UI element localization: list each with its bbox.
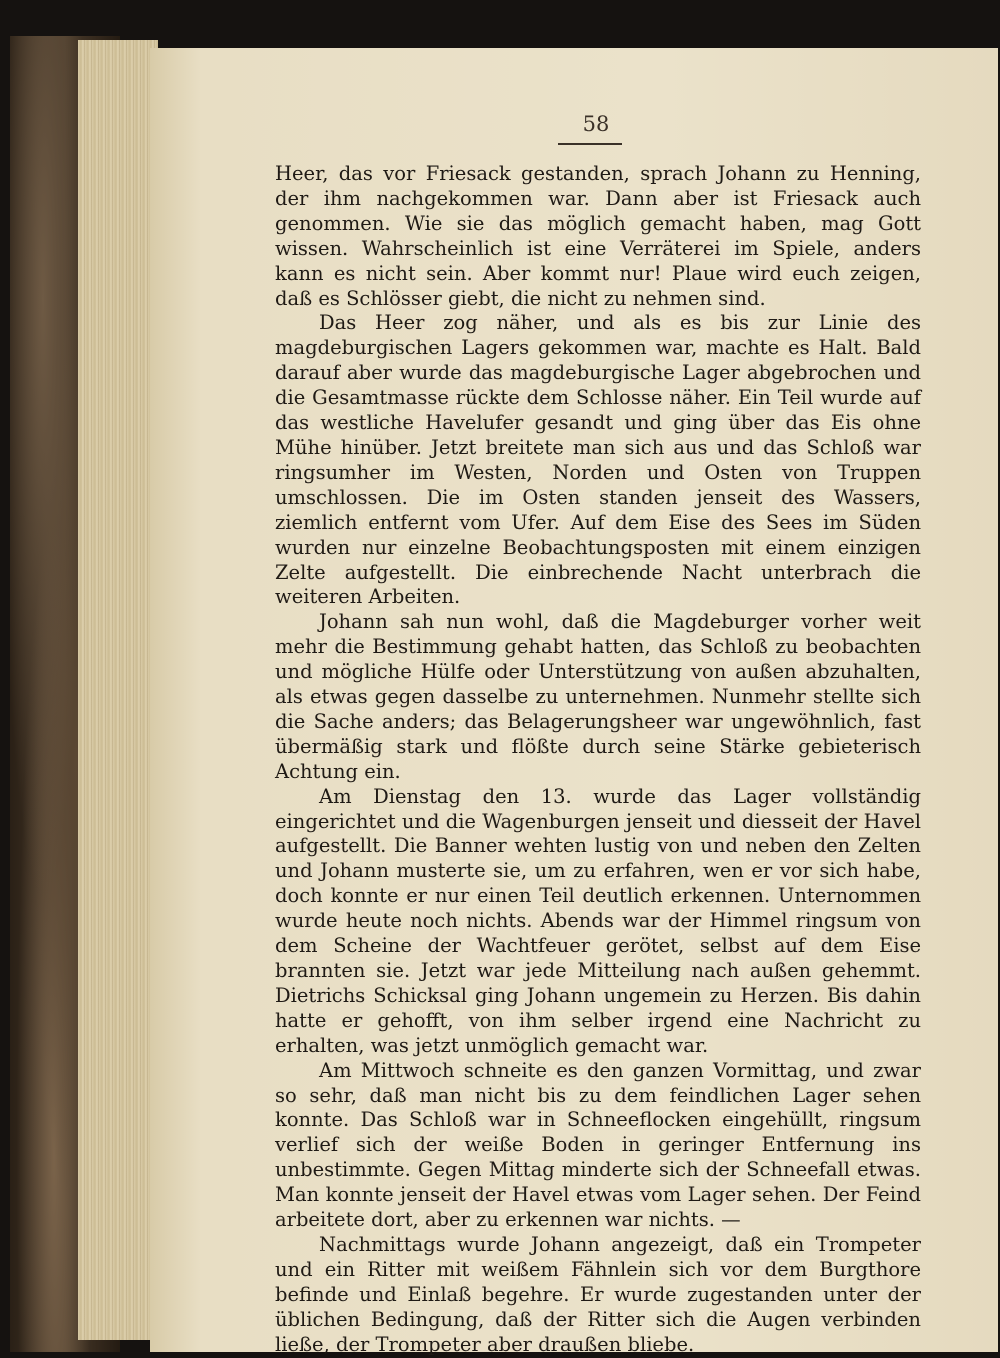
page-number-rule [558, 143, 622, 145]
paragraph-6: Nachmittags wurde Johann angezeigt, daß ein Trompeter und ein Ritter mit weißem Fähnlein sich vor dem Burgthore befinde und Einlaß begehre. Er wurde zugestanden unter der üblichen Bedingung, daß der Ritter sich die Augen verbinden ließe, der Trompeter aber draußen bliebe. [275, 1232, 921, 1356]
paragraph-4: Am Dienstag den 13. wurde das Lager vollständig eingerichtet und die Wagenburgen jenseit und diesseit der Havel aufgestellt. Die Banner wehten lustig von und neben den Zelten und Johann musterte sie, um zu erfahren, wen er vor sich habe, doch konnte er nur einen Teil deutlich erkennen. Unternommen wurde heute noch nichts. Abends war der Himmel ringsum von dem Scheine der Wachtfeuer gerötet, selbst auf dem Eise brannten sie. Jetzt war jede Mitteilung nach außen gehemmt. Dietrichs Schicksal ging Johann ungemein zu Herzen. Bis dahin hatte er gehofft, von ihm selber irgend eine Nachricht zu erhalten, was jetzt unmöglich gemacht war. [275, 784, 921, 1057]
page-number: 58 [582, 112, 610, 136]
paragraph-3: Johann sah nun wohl, daß die Magdeburger vorher weit mehr die Bestimmung gehabt hatten, das Schloß zu beobachten und mögliche Hülfe oder Unterstützung von außen abzuhalten, als etwas gegen dasselbe zu unternehmen. Nunmehr stellte sich die Sache anders; das Belagerungsheer war ungewöhnlich, fast übermäßig stark und flößte durch seine Stärke gebieterisch Achtung ein. [275, 610, 921, 783]
paragraph-5: Am Mittwoch schneite es den ganzen Vormittag, und zwar so sehr, daß man nicht bis zu dem feindlichen Lager sehen konnte. Das Schloß war in Schneeflocken eingehüllt, ringsum verlief sich der weiße Boden in geringer Entfernung ins unbestimmte. Gegen Mittag minderte sich der Schneefall etwas. Man konnte jenseit der Havel etwas vom Lager sehen. Der Feind arbeitete dort, aber zu erkennen war nichts. — [275, 1058, 921, 1232]
page-edges [78, 40, 158, 1340]
paragraph-2: Das Heer zog näher, und als es bis zur Linie des magdeburgischen Lagers gekommen war, machte es Halt. Bald darauf aber wurde das magdeburgische Lager abgebrochen und die Gesamtmasse rückte dem Schlosse näher. Ein Teil wurde auf das westliche Havelufer gesandt und ging über das Eis ohne Mühe hinüber. Jetzt breitete man sich aus und das Schloß war ringsumher im Westen, Norden und Osten von Truppen umschlossen. Die im Osten standen jenseit des Wassers, ziemlich entfernt vom Ufer. Auf dem Eise des Sees im Süden wurden nur einzelne Beobachtungsposten mit einem einzigen Zelte aufgestellt. Die einbrechende Nacht unterbrach die weiteren Arbeiten. [275, 311, 921, 609]
paragraph-1: Heer, das vor Friesack gestanden, sprach Johann zu Henning, der ihm nachgekommen war. Dann aber ist Friesack auch genommen. Wie sie das möglich gemacht haben, mag Gott wissen. Wahrscheinlich ist eine Verräterei im Spiele, anders kann es nicht sein. Aber kommt nur! Plaue wird euch zeigen, daß es Schlösser giebt, die nicht zu nehmen sind. [275, 162, 921, 310]
body-text [275, 162, 921, 1358]
